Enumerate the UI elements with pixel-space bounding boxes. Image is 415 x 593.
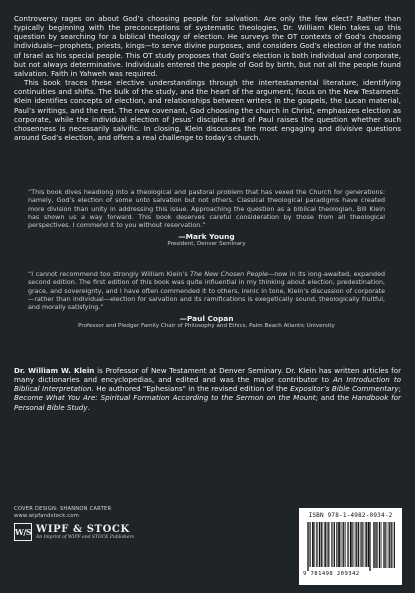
barcode-bar: [326, 522, 327, 567]
barcode-bar: [366, 522, 367, 567]
barcode-bar: [364, 522, 365, 567]
endorsement-text: [28, 271, 385, 312]
price-barcode-bar: [384, 522, 385, 568]
price-barcode-bar: [385, 522, 386, 568]
barcode-bar: [355, 522, 356, 567]
barcode-bar: [352, 522, 353, 567]
price-barcode-bar: [375, 522, 376, 568]
barcode-bar: [361, 522, 362, 567]
barcode-bar: [369, 522, 370, 571]
publisher-mark-icon: W/S: [14, 523, 32, 541]
barcode-bar: [347, 522, 348, 567]
barcode-bar: [310, 522, 311, 567]
author-bio-segment: .: [87, 402, 90, 412]
price-barcode-bar: [373, 522, 374, 568]
price-barcode-bar: [377, 522, 378, 568]
barcode-bar: [344, 522, 345, 567]
price-barcode-bar: [387, 522, 388, 568]
isbn-label: ISBN 978-1-4982-0934-2: [308, 512, 393, 519]
price-barcode-bar: [394, 522, 395, 568]
barcode-bar: [323, 522, 324, 567]
barcode-bar: [339, 522, 340, 567]
price-barcode-bar: [391, 522, 392, 568]
author-bio-segment: ;: [398, 384, 401, 394]
barcode-bar: [321, 522, 322, 567]
barcode-bar: [313, 522, 314, 567]
book-title: Handbook for Personal Bible Study: [14, 393, 401, 412]
publisher-name: WIPF & STOCK: [36, 523, 130, 535]
endorser-role: President, Denver Seminary: [167, 241, 246, 248]
author-bio-segment: is Professor of New Testament at Denver Seminary. Dr. Klein has written articles for many dictionaries and encyclopedias, and edited and was the major contributor to: [14, 366, 402, 385]
author-bio-segment: ; and the: [315, 393, 352, 403]
barcode-bar: [354, 522, 355, 567]
barcode-bar: [358, 522, 359, 567]
barcode-bar: [350, 522, 351, 567]
endorsement-attribution: [28, 232, 385, 248]
barcode-bar: [313, 522, 314, 567]
endorsement-text: “This book dives headlong into a theological and pastoral problem that has vexed the Church for generations: namely, God’s election of some unto salvation but not others. Classical theological paradigms have created more division than unity in addressing this issue. Approaching the question as a biblical theologian, Bill Klein has shown us a way forward. This book deserves careful consideration by those from all theological perspectives. I commend it to you without reservation.”: [28, 189, 385, 230]
endorsement-paul-copan: [28, 271, 385, 330]
barcode-bar: [307, 522, 308, 571]
barcode-bar: [331, 522, 332, 567]
barcode-bar: [341, 522, 342, 567]
barcode-bar: [339, 522, 340, 567]
author-bio-text: [14, 366, 401, 412]
barcode-bar: [362, 522, 363, 567]
barcode-bar: [360, 522, 361, 567]
barcode-bar: [314, 522, 315, 567]
price-barcode-bars: [373, 522, 395, 568]
author-bio-segment: . He authored "Ephesians" in the revised edition of the: [91, 384, 291, 394]
barcode-bar: [345, 522, 346, 567]
endorsement-text-after: —now in its long-awaited, expanded second edition. The first edition of this book was quite influential in my thinking about election, predestination, grace, and sovereignty, and I have often commended it to others, irenic in tone, Klein’s discussion of corporate—rather than individual—election for salvation and its ramifications is exegetically sound, theologically fruitful, and morally satisfying.”: [28, 271, 386, 312]
barcode-bar: [325, 522, 326, 567]
barcode-bar: [357, 522, 358, 567]
price-barcode-bar: [383, 522, 384, 568]
endorsement-text-before: “I cannot recommend too strongly William Klein’s: [28, 271, 191, 278]
barcode-bar: [367, 522, 368, 567]
isbn-barcode: [299, 508, 402, 585]
barcode-bar: [337, 522, 338, 567]
price-barcode-bar: [379, 522, 380, 568]
barcode-bar: [321, 522, 322, 567]
price-barcode-bar: [374, 522, 375, 568]
price-barcode-bar: [379, 522, 380, 568]
barcode-bar: [308, 522, 309, 571]
barcode-bar: [319, 522, 320, 567]
price-barcode-bar: [389, 522, 390, 568]
barcode-bar: [369, 522, 370, 567]
barcode-bar: [351, 522, 352, 567]
endorser-name: —Mark Young: [178, 232, 235, 242]
barcode-bar: [342, 522, 343, 567]
barcode-bar: [329, 522, 330, 567]
barcode-bar: [317, 522, 318, 567]
endorsed-book-title: The New Chosen People: [190, 271, 268, 278]
barcode-bar: [324, 522, 325, 567]
barcode-digits: 9 781498 209342: [303, 571, 360, 577]
publisher-tagline: An Imprint of WIPF and STOCK Publishers: [36, 534, 134, 540]
barcode-bar: [370, 522, 371, 571]
barcode-bar: [343, 522, 344, 567]
price-barcode-bar: [381, 522, 382, 568]
barcode-bar: [338, 522, 339, 567]
price-barcode-bar: [389, 522, 390, 568]
endorsement-mark-young: [28, 189, 385, 248]
back-cover-blurb: [14, 14, 401, 142]
price-barcode-bar: [392, 522, 393, 568]
barcode-bars: [307, 522, 371, 571]
blurb-paragraph-2: This book traces these elective understandings through the intertestamental literature, identifying continuities and shifts. The bulk of the study, and the heart of the argument, focus on the New Testament. Klein identifies concepts of election, and relationships between writers in the gospels, the Lucan material, Paul’s writings, and the rest. The new covenant, God choosing the church in Christ, emphasizes election as corporate, while the individual election of Jesus’ disciples and of Paul raises the question whether such chosenness is necessarily salvific. In closing, Klein discusses the most engaging and divisive questions around God’s election, and offers a real challenge to today’s church.: [14, 78, 401, 143]
publisher-logo: [14, 521, 174, 543]
price-barcode-bar: [390, 522, 391, 568]
price-barcode-bar: [394, 522, 395, 568]
barcode-bar: [368, 522, 369, 567]
barcode-bar: [319, 522, 320, 567]
barcode-bar: [365, 522, 366, 567]
barcode-bar: [336, 522, 337, 567]
author-bio: [14, 366, 401, 412]
author-name: Dr. William W. Klein: [14, 366, 95, 375]
barcode-bar: [351, 522, 352, 567]
blurb-paragraph-1: Controversy rages on about God’s choosing people for salvation. Are only the few elect? Rather than typically beginning with the preconceptions of systematic theologies, Dr. William Klein takes up this question by searching for a biblical theology of election. He surveys the OT contexts of God’s choosing individuals—prophets, priests, kings—to serve divine purposes, and considers God’s election of the nation of Israel as his special people. This OT study proposes that God’s election is both individual and corporate, but not always determinative. Individuals entered the people of God by birth, but not all the people found salvation. Faith in Yahweh was required.: [14, 14, 401, 78]
endorser-name: —Paul Copan: [179, 314, 234, 324]
publisher-logo-text: [36, 524, 134, 541]
barcode-bar: [348, 522, 349, 567]
barcode-bar: [356, 522, 357, 567]
barcode-bar: [316, 522, 317, 567]
book-title: Become What You Are: Spiritual Formation According to the Sermon on the Mount: [14, 393, 316, 403]
price-barcode-bar: [376, 522, 377, 568]
barcode-bar: [312, 522, 313, 567]
barcode-bar: [309, 522, 310, 567]
endorsement-attribution: [28, 314, 385, 330]
barcode-bar: [359, 522, 360, 567]
publisher-website: www.wipfandstock.com: [14, 512, 79, 519]
book-title: Expositor’s Bible Commentary: [290, 384, 399, 394]
barcode-bar: [334, 522, 335, 567]
cover-design-credit: COVER DESIGN: SHANNON CARTER: [14, 506, 112, 512]
barcode-bar: [327, 522, 328, 567]
cover-credits: [14, 506, 111, 519]
barcode-bar: [332, 522, 333, 567]
book-title: An Introduction to Biblical Interpretation: [14, 375, 401, 394]
barcode-bar: [328, 522, 329, 567]
endorser-role: Professor and Pledger Family Chair of Philosophy and Ethics, Palm Beach Atlantic University: [78, 323, 335, 330]
barcode-bar: [334, 522, 335, 567]
